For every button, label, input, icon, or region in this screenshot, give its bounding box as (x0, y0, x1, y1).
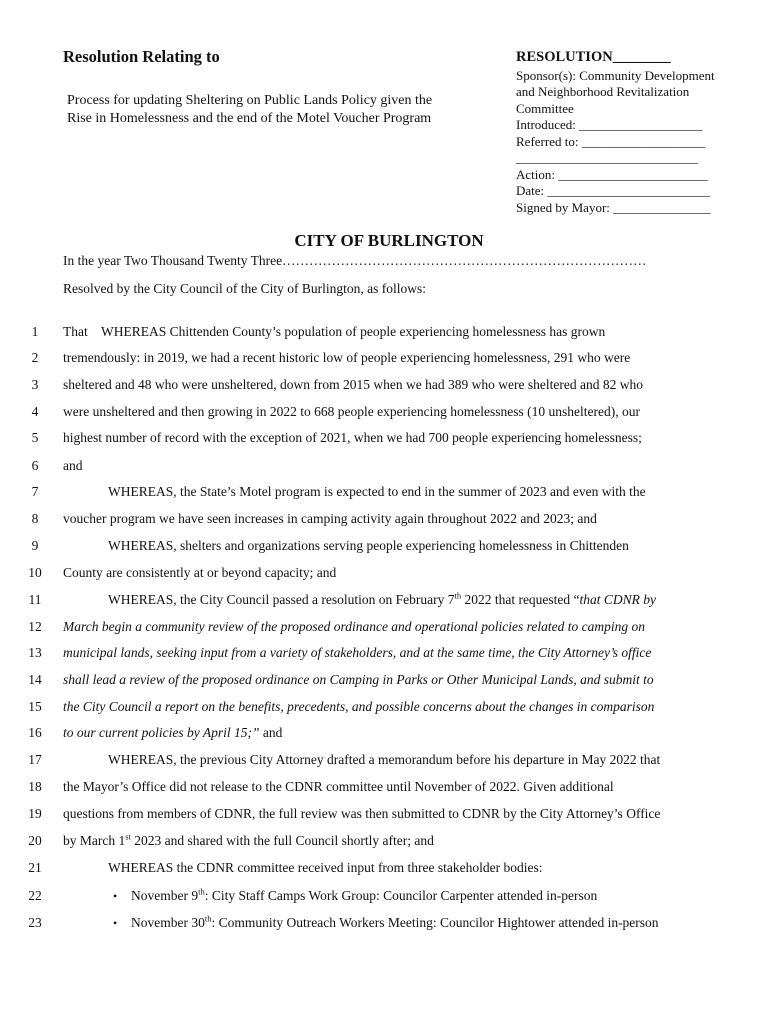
ordinal-suffix: th (454, 590, 462, 601)
document-line (0, 831, 770, 851)
document-line (0, 777, 770, 797)
line-number: 10 (28, 565, 42, 580)
line-number: 1 (31, 324, 39, 339)
line-number: 23 (28, 915, 42, 930)
referred-field: Referred to: ___________________ (516, 133, 706, 149)
bullet-icon: • (113, 916, 118, 930)
blank-field: ____________________________ (516, 150, 698, 165)
line-text-part: and (259, 725, 283, 740)
document-line (0, 804, 770, 824)
line-number: 5 (31, 430, 39, 445)
document-line (0, 617, 770, 637)
bullet-text (131, 913, 659, 933)
quoted-text: municipal lands, seeking input from a variety of stakeholders, and at the same time, the City Attorney’s office (63, 645, 652, 660)
line-text: WHEREAS, the previous City Attorney drafted a memorandum before his departure in May 2022 that (108, 752, 661, 767)
line-text: sheltered and 48 who were unsheltered, down from 2015 when we had 389 who were sheltered and 82 who (63, 377, 643, 392)
line-number: 9 (31, 538, 39, 553)
quoted-text: that CDNR by (579, 592, 657, 607)
document-line (0, 402, 770, 422)
resolution-heading: Resolution Relating to (63, 47, 220, 66)
document-line (0, 723, 770, 743)
line-text (108, 590, 656, 610)
sponsor-line-2: and Neighborhood Revitalization (516, 84, 690, 99)
bullet-icon: • (113, 889, 118, 903)
resolution-number: RESOLUTION________ (516, 49, 671, 65)
resolution-subject: Process for updating Sheltering on Public Lands Policy given the Rise in Homelessness and the end of the Motel Voucher Program (67, 93, 433, 126)
line-number: 14 (28, 672, 42, 687)
line-text: WHEREAS, shelters and organizations serving people experiencing homelessness in Chittenden (108, 538, 629, 553)
sponsor-line-3: Committee (516, 100, 574, 116)
line-text-part: : Community Outreach Workers Meeting: Councilor Hightower attended in-person (211, 915, 659, 930)
line-number: 18 (28, 779, 42, 794)
quoted-text: to our current policies by April 15;” (63, 725, 260, 740)
line-text-part: WHEREAS, the City Council passed a resolution on February 7 (108, 592, 455, 607)
line-number: 22 (28, 888, 42, 903)
action-field: Action: _______________________ (516, 166, 708, 182)
line-text: County are consistently at or beyond capacity; and (63, 565, 337, 580)
line-text: tremendously: in 2019, we had a recent historic low of people experiencing homelessness, 291 who were (63, 350, 631, 365)
document-line (0, 536, 770, 556)
year-line: In the year Two Thousand Twenty Three……………………………………………………………………… (63, 253, 647, 268)
quoted-text: shall lead a review of the proposed ordinance on Camping in Parks or Other Municipal Lands, and submit to (63, 672, 654, 687)
line-number: 2 (31, 350, 39, 365)
line-text: highest number of record with the exception of 2021, when we had 700 people experiencing homelessness; (63, 430, 642, 445)
line-text-part: November 30 (131, 915, 205, 930)
line-text: That WHEREAS Chittenden County’s population of people experiencing homelessness has grown (63, 324, 606, 339)
line-text (63, 831, 434, 851)
line-number: 13 (28, 645, 42, 660)
line-number: 16 (28, 725, 42, 740)
line-text-part: 2022 that requested “ (461, 592, 580, 607)
document-line (0, 348, 770, 368)
document-line (0, 858, 770, 878)
document-line (0, 456, 770, 476)
line-number: 3 (31, 377, 39, 392)
document-line (0, 643, 770, 663)
line-text: WHEREAS the CDNR committee received input from three stakeholder bodies: (108, 860, 543, 875)
line-text-part: by March 1 (63, 833, 126, 848)
document-line (0, 670, 770, 690)
line-text: the Mayor’s Office did not release to the CDNR committee until November of 2022. Given additional (63, 779, 614, 794)
document-line (0, 750, 770, 770)
signed-by-mayor-field: Signed by Mayor: _______________ (516, 199, 711, 215)
document-line (0, 428, 770, 448)
document-line (0, 913, 770, 933)
document-line (0, 322, 770, 342)
line-text: WHEREAS, the State’s Motel program is expected to end in the summer of 2023 and even with the (108, 484, 646, 499)
ordinal-suffix: th (204, 913, 212, 924)
document-line (0, 563, 770, 583)
document-line (0, 886, 770, 906)
resolved-line: Resolved by the City Council of the City of Burlington, as follows: (63, 281, 426, 296)
line-text: were unsheltered and then growing in 2022 to 668 people experiencing homelessness (10 unsheltered), our (63, 404, 640, 419)
document-line (0, 697, 770, 717)
date-field: Date: _________________________ (516, 183, 710, 198)
line-text: and (63, 458, 83, 473)
line-text: voucher program we have seen increases in camping activity again throughout 2022 and 2023; and (63, 511, 597, 526)
line-number: 4 (31, 404, 39, 419)
line-text-part: : City Staff Camps Work Group: Councilor Carpenter attended in-person (204, 888, 598, 903)
line-text-part: 2023 and shared with the full Council shortly after; and (130, 833, 434, 848)
document-line (0, 509, 770, 529)
bullet-text (131, 886, 597, 906)
line-number: 19 (28, 806, 42, 821)
line-number: 7 (31, 484, 39, 499)
quoted-text: March begin a community review of the proposed ordinance and operational policies related to camping on (63, 619, 646, 634)
document-line (0, 482, 770, 502)
resolution-info-block (516, 49, 751, 216)
sponsor-line-1: Sponsor(s): Community Development (516, 67, 715, 83)
document-line (0, 375, 770, 395)
line-number: 12 (28, 619, 42, 634)
line-number: 11 (28, 592, 42, 607)
ordinal-suffix: th (198, 886, 205, 897)
city-title: CITY OF BURLINGTON (294, 231, 484, 250)
line-number: 6 (31, 458, 39, 473)
line-number: 15 (28, 699, 42, 714)
line-text (63, 723, 282, 743)
line-number: 20 (28, 833, 42, 848)
line-text-part: November 9 (131, 888, 199, 903)
line-number: 17 (28, 752, 42, 767)
document-line (0, 590, 770, 610)
quoted-text: the City Council a report on the benefits, precedents, and possible concerns about the changes in comparison (63, 699, 655, 714)
line-number: 8 (31, 511, 39, 526)
introduced-field: Introduced: ___________________ (516, 117, 703, 132)
line-number: 21 (28, 860, 42, 875)
line-text: questions from members of CDNR, the full review was then submitted to CDNR by the City Attorney’s Office (63, 806, 661, 821)
ordinal-suffix: st (125, 831, 131, 842)
